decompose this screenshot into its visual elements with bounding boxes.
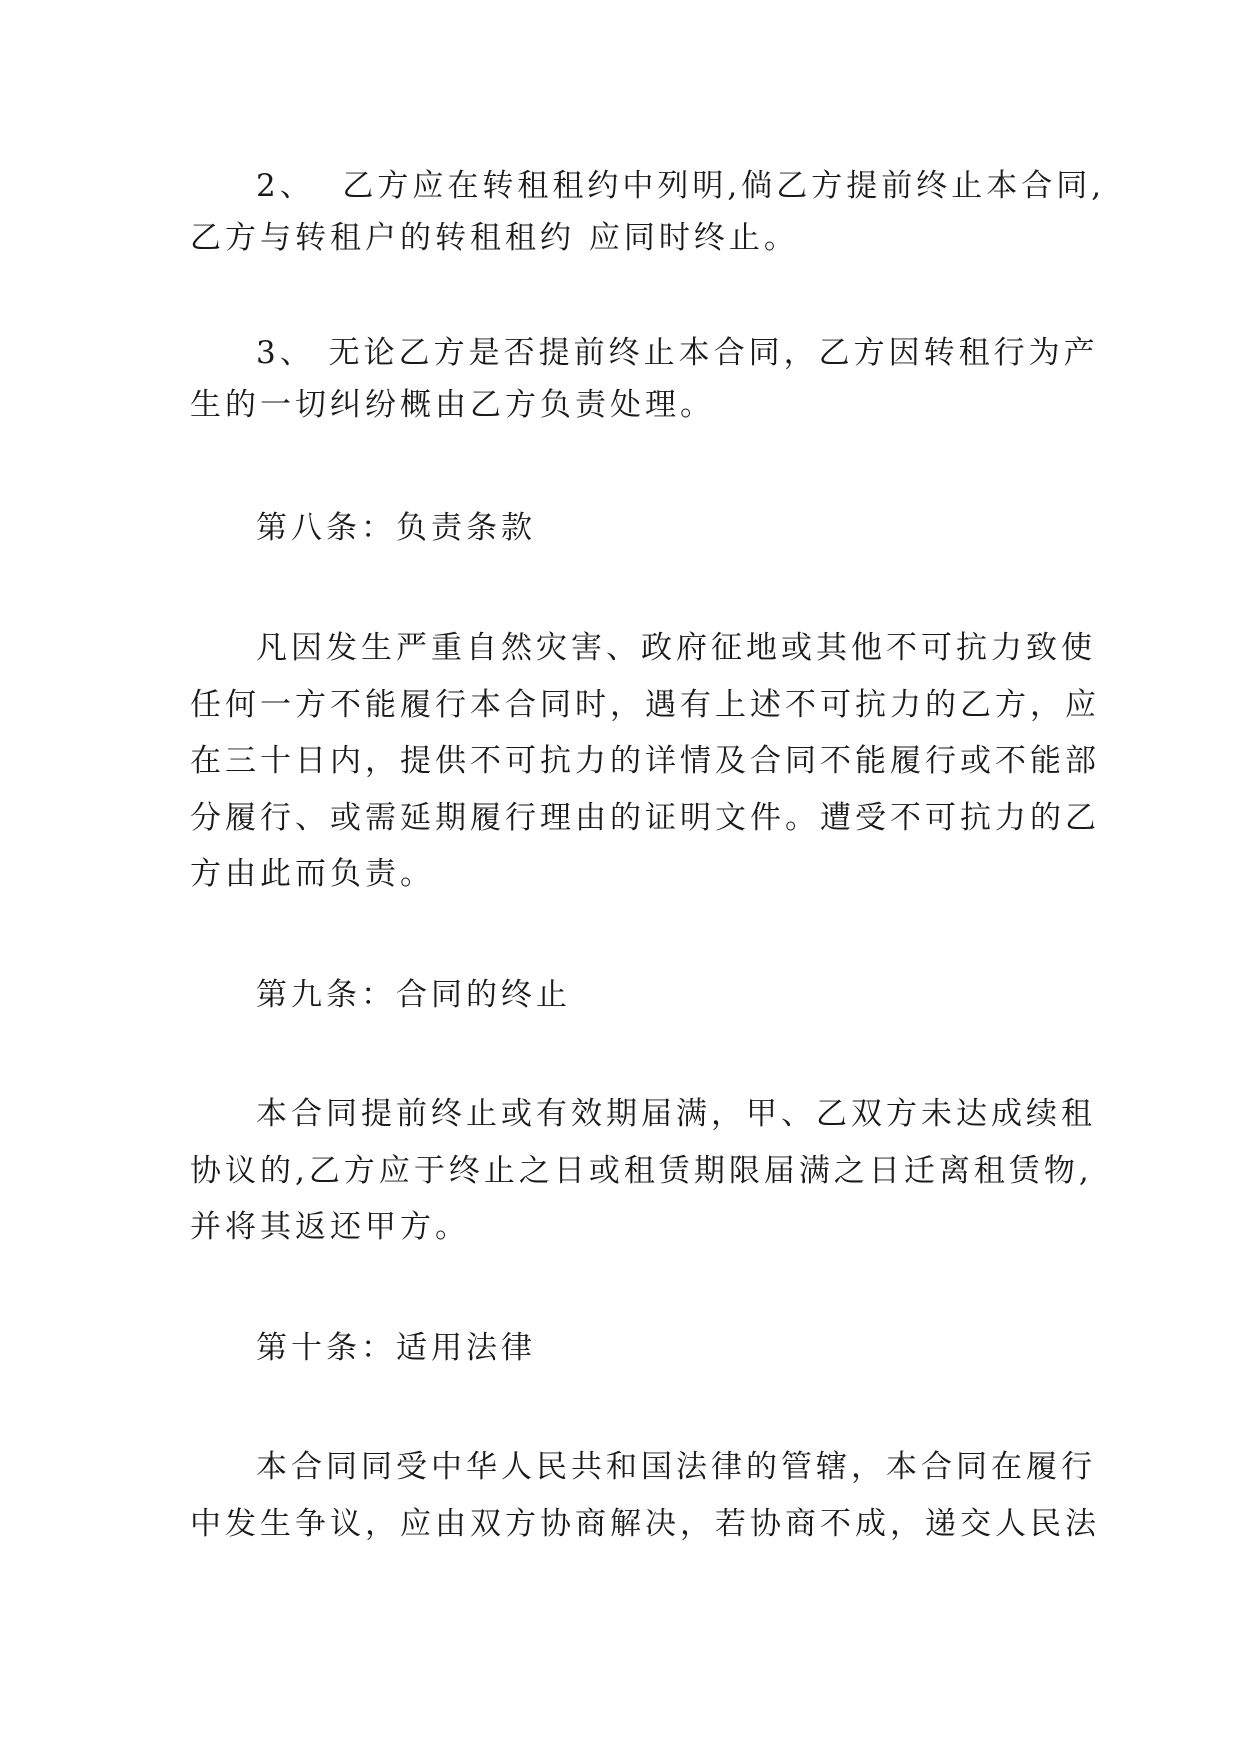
article-8-line-4: 分履行、或需延期履行理由的证明文件。遭受不可抗力的乙 [190,800,1100,836]
article-8-heading: 第八条：负责条款 [256,510,536,546]
article-8-line-5: 方由此而负责。 [190,856,435,892]
article-9-line-3: 并将其返还甲方。 [190,1209,470,1245]
article-10-line-1: 本合同同受中华人民共和国法律的管辖，本合同在履行 [256,1449,1096,1485]
article-9-line-1: 本合同提前终止或有效期届满，甲、乙双方未达成续租 [256,1096,1096,1132]
article-8-line-2: 任何一方不能履行本合同时，遇有上述不可抗力的乙方，应 [190,687,1100,723]
clause-7-2-line-1: 2、 乙方应在转租租约中列明,倘乙方提前终止本合同, [256,168,1106,204]
clause-7-3-line-1: 3、 无论乙方是否提前终止本合同，乙方因转租行为产 [256,335,1099,371]
article-9-heading: 第九条：合同的终止 [256,977,571,1013]
article-10-heading: 第十条：适用法律 [256,1330,536,1366]
article-9-line-2: 协议的,乙方应于终止之日或租赁期限届满之日迁离租赁物, [190,1153,1093,1189]
article-8-line-1: 凡因发生严重自然灾害、政府征地或其他不可抗力致使 [256,630,1096,666]
clause-7-3-line-2: 生的一切纠纷概由乙方负责处理。 [190,387,715,423]
clause-7-2-line-2: 乙方与转租户的转租租约 应同时终止。 [190,220,799,256]
article-10-line-2: 中发生争议，应由双方协商解决，若协商不成，递交人民法 [190,1506,1100,1542]
article-8-line-3: 在三十日内，提供不可抗力的详情及合同不能履行或不能部 [190,743,1100,779]
